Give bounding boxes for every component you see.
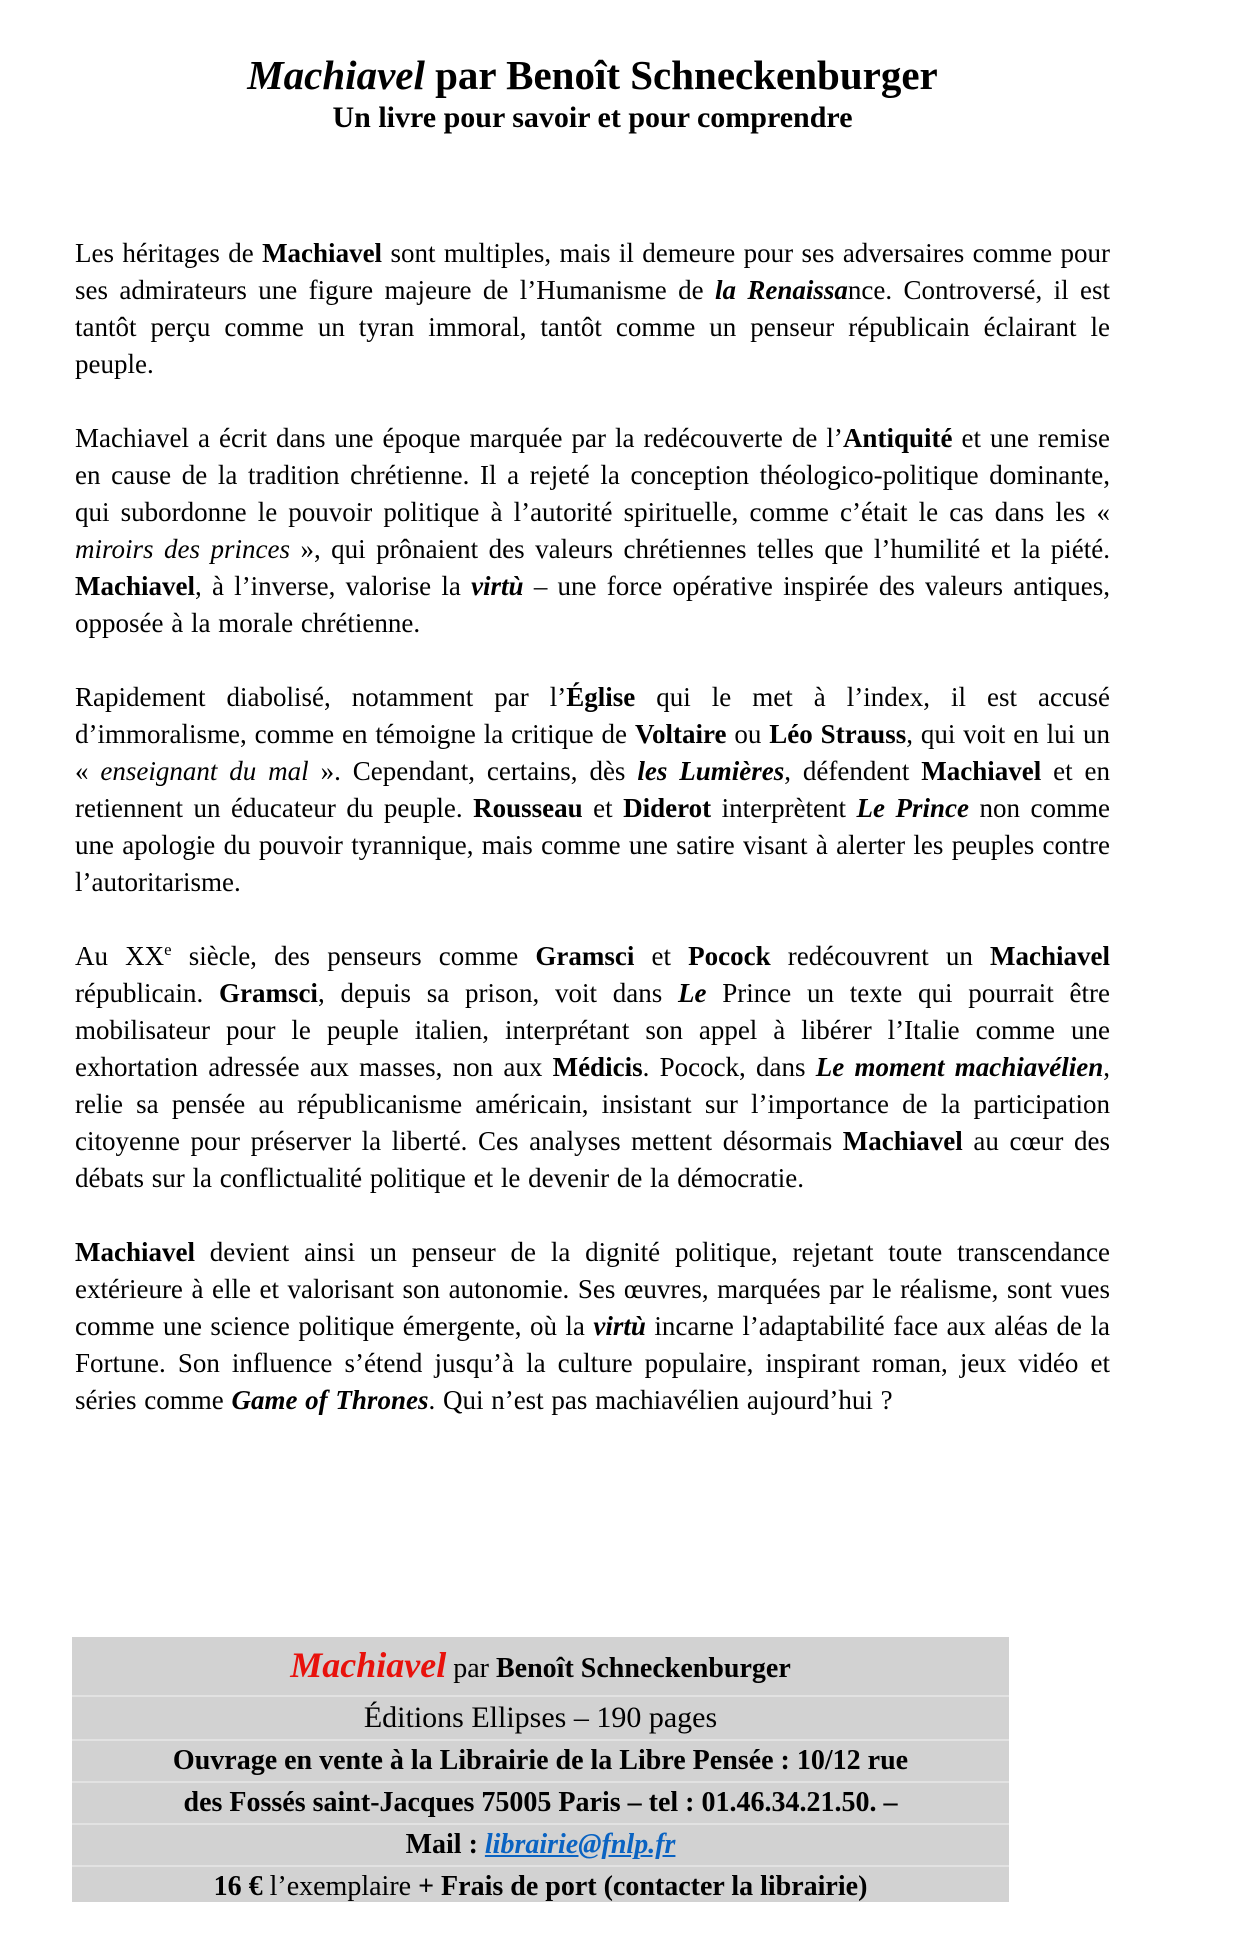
- text-run: enseignant du mal: [100, 755, 309, 786]
- text-run: l’exemplaire: [269, 1871, 419, 1902]
- text-run: Voltaire: [634, 718, 727, 749]
- body-paragraph-epoque: [75, 420, 1110, 642]
- text-run: non comme une apologie du pouvoir tyrannique, mais comme une satire visant à alerter les peuples contre l’autoritarisme.: [75, 792, 1110, 897]
- text-run: Machiavel: [262, 237, 383, 268]
- text-run: Machiavel: [990, 940, 1110, 971]
- text-run: Prince un texte qui pourrait être mobilisateur pour le peuple italien, interprétant son appel à libérer l’Italie comme une exhortation adressée aux masses, non aux: [75, 977, 1110, 1082]
- text-run: des Fossés saint-Jacques 75005 Paris – tel : 01.46.34.21.50. –: [183, 1787, 898, 1818]
- text-run: républicain.: [75, 977, 219, 1008]
- text-run: e: [164, 939, 172, 959]
- document-header: [75, 52, 1110, 137]
- text-run: Au XX: [75, 940, 165, 971]
- document-title: [75, 52, 1110, 99]
- text-run: Gramsci: [535, 940, 635, 971]
- text-run: et en retiennent un éducateur du peuple.: [75, 755, 1110, 823]
- text-run: qui le met à l’index, il est accusé d’immoralisme, comme en témoigne la critique de: [75, 681, 1111, 749]
- text-run: incarne l’adaptabilité face aux aléas de la Fortune. Son influence s’étend jusqu’à la culture populaire, inspirant roman, jeux vidéo et séries comme: [75, 1310, 1110, 1415]
- text-run: , qui voit en lui un «: [75, 718, 1111, 786]
- text-run: au cœur des débats sur la conflictualité politique et le devenir de la démocratie.: [75, 1125, 1110, 1193]
- text-run: Pocock: [688, 940, 771, 971]
- text-run: Mail :: [405, 1829, 485, 1860]
- text-run: miroirs des princes: [75, 533, 290, 564]
- text-run: Le moment machiavélien: [815, 1051, 1104, 1082]
- text-run: Léo Strauss: [769, 718, 907, 749]
- text-run: et une remise en cause de la tradition chrétienne. Il a rejeté la conception théologico-politique dominante, qui subordonne le pouvoir politique à l’autorité spirituelle, comme c’était le cas dans les «: [75, 422, 1110, 527]
- text-run: », qui prônaient des valeurs chrétiennes telles que l’humilité et la piété.: [289, 533, 1111, 564]
- text-run: Le Prince: [856, 792, 969, 823]
- text-run: Diderot: [623, 792, 712, 823]
- text-run: siècle, des penseurs comme: [171, 940, 536, 971]
- text-run: Le: [678, 977, 707, 1008]
- text-run: Game of Thrones: [231, 1384, 429, 1415]
- text-run: Machiavel a écrit dans une époque marquée par la redécouverte de l’: [75, 422, 843, 453]
- text-run: 16 €: [213, 1871, 270, 1902]
- text-run: , relie sa pensée au républicanisme américain, insistant sur l’importance de la participation citoyenne pour préserver la liberté. Ces analyses mettent désormais: [75, 1051, 1110, 1156]
- text-run: interprètent: [711, 792, 857, 823]
- text-run: , depuis sa prison, voit dans: [317, 977, 679, 1008]
- text-run: la Renaissa: [714, 274, 848, 305]
- text-run: Rousseau: [473, 792, 583, 823]
- document-title-book-name: Machiavel: [247, 52, 425, 98]
- text-run: + Frais de port (contacter la librairie): [418, 1871, 868, 1902]
- text-run: virtù: [471, 570, 524, 601]
- text-run: Ouvrage en vente à la Librairie de la Libre Pensée : 10/12 rue: [172, 1745, 909, 1776]
- text-run: virtù: [593, 1310, 646, 1341]
- text-run: devient ainsi un penseur de la dignité politique, rejetant toute transcendance extérieure à elle et valorisant son autonomie. Ses œuvres, marquées par le réalisme, sont vues comme une science politique émergente, où la: [75, 1236, 1110, 1341]
- text-run: Rapidement diabolisé, notamment par l’: [75, 681, 567, 712]
- text-run: et: [634, 940, 689, 971]
- text-run: Église: [566, 681, 636, 712]
- book-info-title-line: [72, 1639, 1009, 1695]
- text-run: ou: [726, 718, 770, 749]
- text-run: les Lumières: [637, 755, 785, 786]
- text-run: et: [582, 792, 624, 823]
- book-info-store-line: [72, 1739, 1009, 1781]
- text-run: Antiquité: [842, 422, 953, 453]
- book-info-box: [72, 1637, 1009, 1902]
- document-body: [75, 235, 1110, 1419]
- text-run: Machiavel: [75, 570, 195, 601]
- body-paragraph-dignite: [75, 1234, 1110, 1419]
- text-run: ». Cependant, certains, dès: [308, 755, 638, 786]
- book-info-price-line: [72, 1865, 1009, 1907]
- text-run: . Pocock, dans: [642, 1051, 816, 1082]
- text-run: Machiavel: [921, 755, 1042, 786]
- email-link[interactable]: librairie@fnlp.fr: [484, 1829, 676, 1860]
- text-run: , défendent: [784, 755, 922, 786]
- text-run: redécouvrent un: [770, 940, 990, 971]
- text-run: Les héritages de: [75, 237, 263, 268]
- book-info-publisher-line: [72, 1695, 1009, 1739]
- body-paragraph-xxe-siecle: [75, 938, 1110, 1197]
- text-run: Éditions Ellipses – 190 pages: [363, 1701, 718, 1734]
- text-run: . Qui n’est pas machiavélien aujourd’hui ?: [428, 1384, 893, 1415]
- body-paragraph-diabolise: [75, 679, 1110, 901]
- document-subtitle: Un livre pour savoir et pour comprendre: [332, 101, 853, 135]
- text-run: Benoît Schneckenburger: [495, 1653, 791, 1684]
- text-run: Médicis: [552, 1051, 643, 1082]
- text-run: , à l’inverse, valorise la: [194, 570, 472, 601]
- text-run: Machiavel: [75, 1236, 195, 1267]
- text-run: Machiavel: [842, 1125, 963, 1156]
- text-run: Gramsci: [218, 977, 318, 1008]
- document-title-author: par Benoît Schneckenburger: [424, 52, 938, 98]
- text-run: par: [446, 1653, 496, 1684]
- book-info-mail-line: [72, 1823, 1009, 1865]
- book-info-address-line: [72, 1781, 1009, 1823]
- text-run: – une force opérative inspirée des valeurs antiques, opposée à la morale chrétienne.: [75, 570, 1110, 638]
- text-run: sont multiples, mais il demeure pour ses adversaires comme pour ses admirateurs une figure majeure de l’Humanisme de: [75, 237, 1110, 305]
- body-paragraph-heritages: [75, 235, 1110, 383]
- text-run: Machiavel: [290, 1645, 447, 1685]
- text-run: nce. Controversé, il est tantôt perçu comme un tyran immoral, tantôt comme un penseur républicain éclairant le peuple.: [75, 274, 1111, 379]
